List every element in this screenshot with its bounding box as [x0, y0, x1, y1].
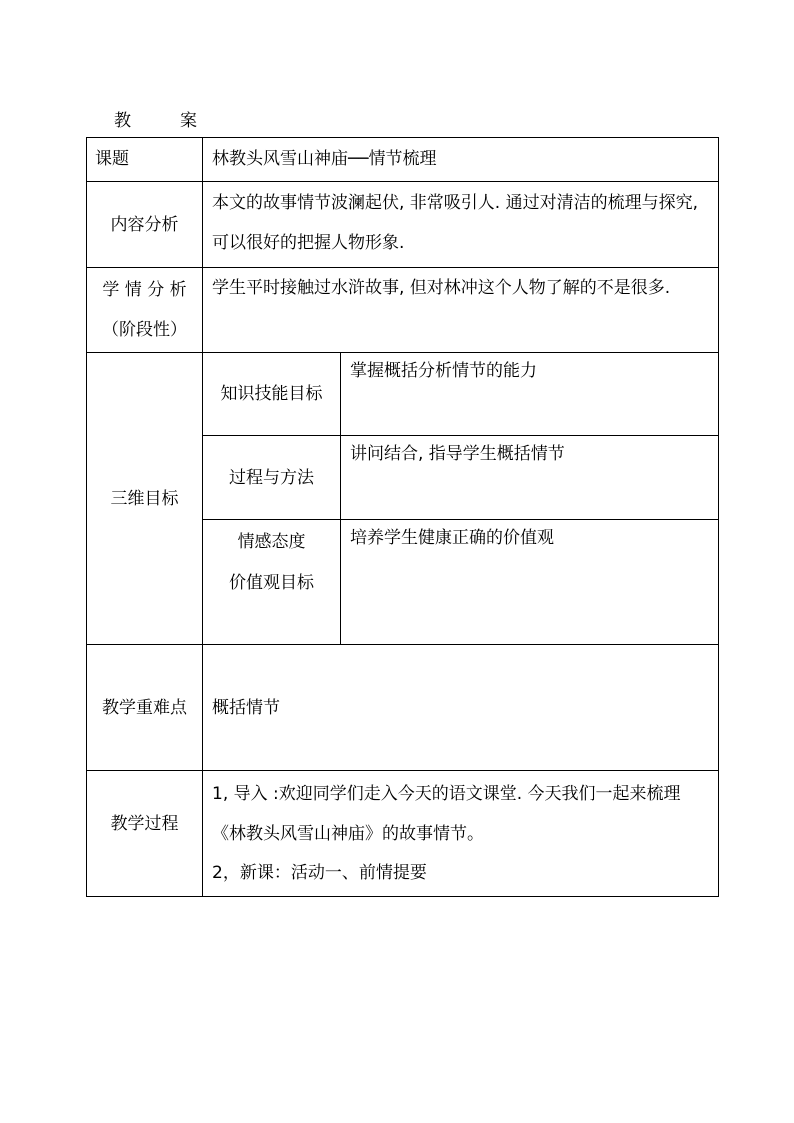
table-border-top [86, 137, 719, 138]
goal-process-value-cell [341, 436, 718, 519]
content-label-cell [87, 182, 202, 267]
content-value-cell [203, 183, 718, 267]
learner-value-cell [203, 268, 718, 352]
goal-attitude-label-line2: 价值观目标 [229, 573, 314, 593]
table-border-right [718, 137, 719, 897]
goal-process-label-cell [203, 436, 340, 519]
process-step-intro: 1, 导入 :欢迎同学们走入今天的语文课堂. 今天我们一起来梳理《林教头风雪山神庙》的故事情节。 [212, 784, 681, 844]
goal-attitude-value-cell [341, 520, 718, 644]
learner-label-line2: （阶段性） [102, 320, 187, 340]
goal-knowledge-value-cell [341, 353, 718, 435]
goal-knowledge-label-cell [203, 353, 340, 435]
process-step-new-lesson: 2，新课：活动一、前情提要 [212, 863, 427, 883]
table-border-bottom [86, 896, 719, 897]
goals-label-cell [87, 353, 202, 644]
goal-knowledge-value: 掌握概括分析情节的能力 [350, 361, 537, 381]
goal-process-label: 过程与方法 [229, 467, 314, 488]
learner-value: 学生平时接触过水浒故事, 但对林冲这个人物了解的不是很多. [212, 278, 671, 298]
key-points-label: 教学重难点 [102, 697, 187, 718]
goal-attitude-label-line1: 情感态度 [237, 532, 306, 552]
process-label-cell [87, 771, 202, 896]
learner-label-line1: 学 情 分 析 [102, 280, 187, 300]
document-title: 教 案 [114, 111, 213, 131]
content-label: 内容分析 [110, 214, 179, 235]
goals-label: 三维目标 [110, 488, 179, 509]
goal-attitude-value: 培养学生健康正确的价值观 [350, 528, 554, 548]
topic-value-cell [203, 139, 718, 181]
topic-value: 林教头风雪山神庙──情节梳理 [212, 149, 437, 169]
key-points-label-cell [87, 645, 202, 770]
learner-label-cell [87, 268, 202, 352]
goal-knowledge-label: 知识技能目标 [220, 384, 323, 404]
lesson-plan-table [86, 137, 719, 897]
content-value: 本文的故事情节波澜起伏, 非常吸引人. 通过对清洁的梳理与探究, 可以很好的把握人物形象. [212, 193, 699, 253]
process-value-cell [203, 774, 718, 896]
topic-label: 课题 [95, 149, 129, 169]
key-points-value: 概括情节 [212, 697, 280, 718]
process-label: 教学过程 [110, 813, 179, 834]
goal-process-value: 讲问结合, 指导学生概括情节 [350, 444, 565, 464]
key-points-value-cell [203, 645, 718, 770]
goal-attitude-label-cell [203, 523, 340, 643]
topic-label-cell [95, 139, 201, 181]
